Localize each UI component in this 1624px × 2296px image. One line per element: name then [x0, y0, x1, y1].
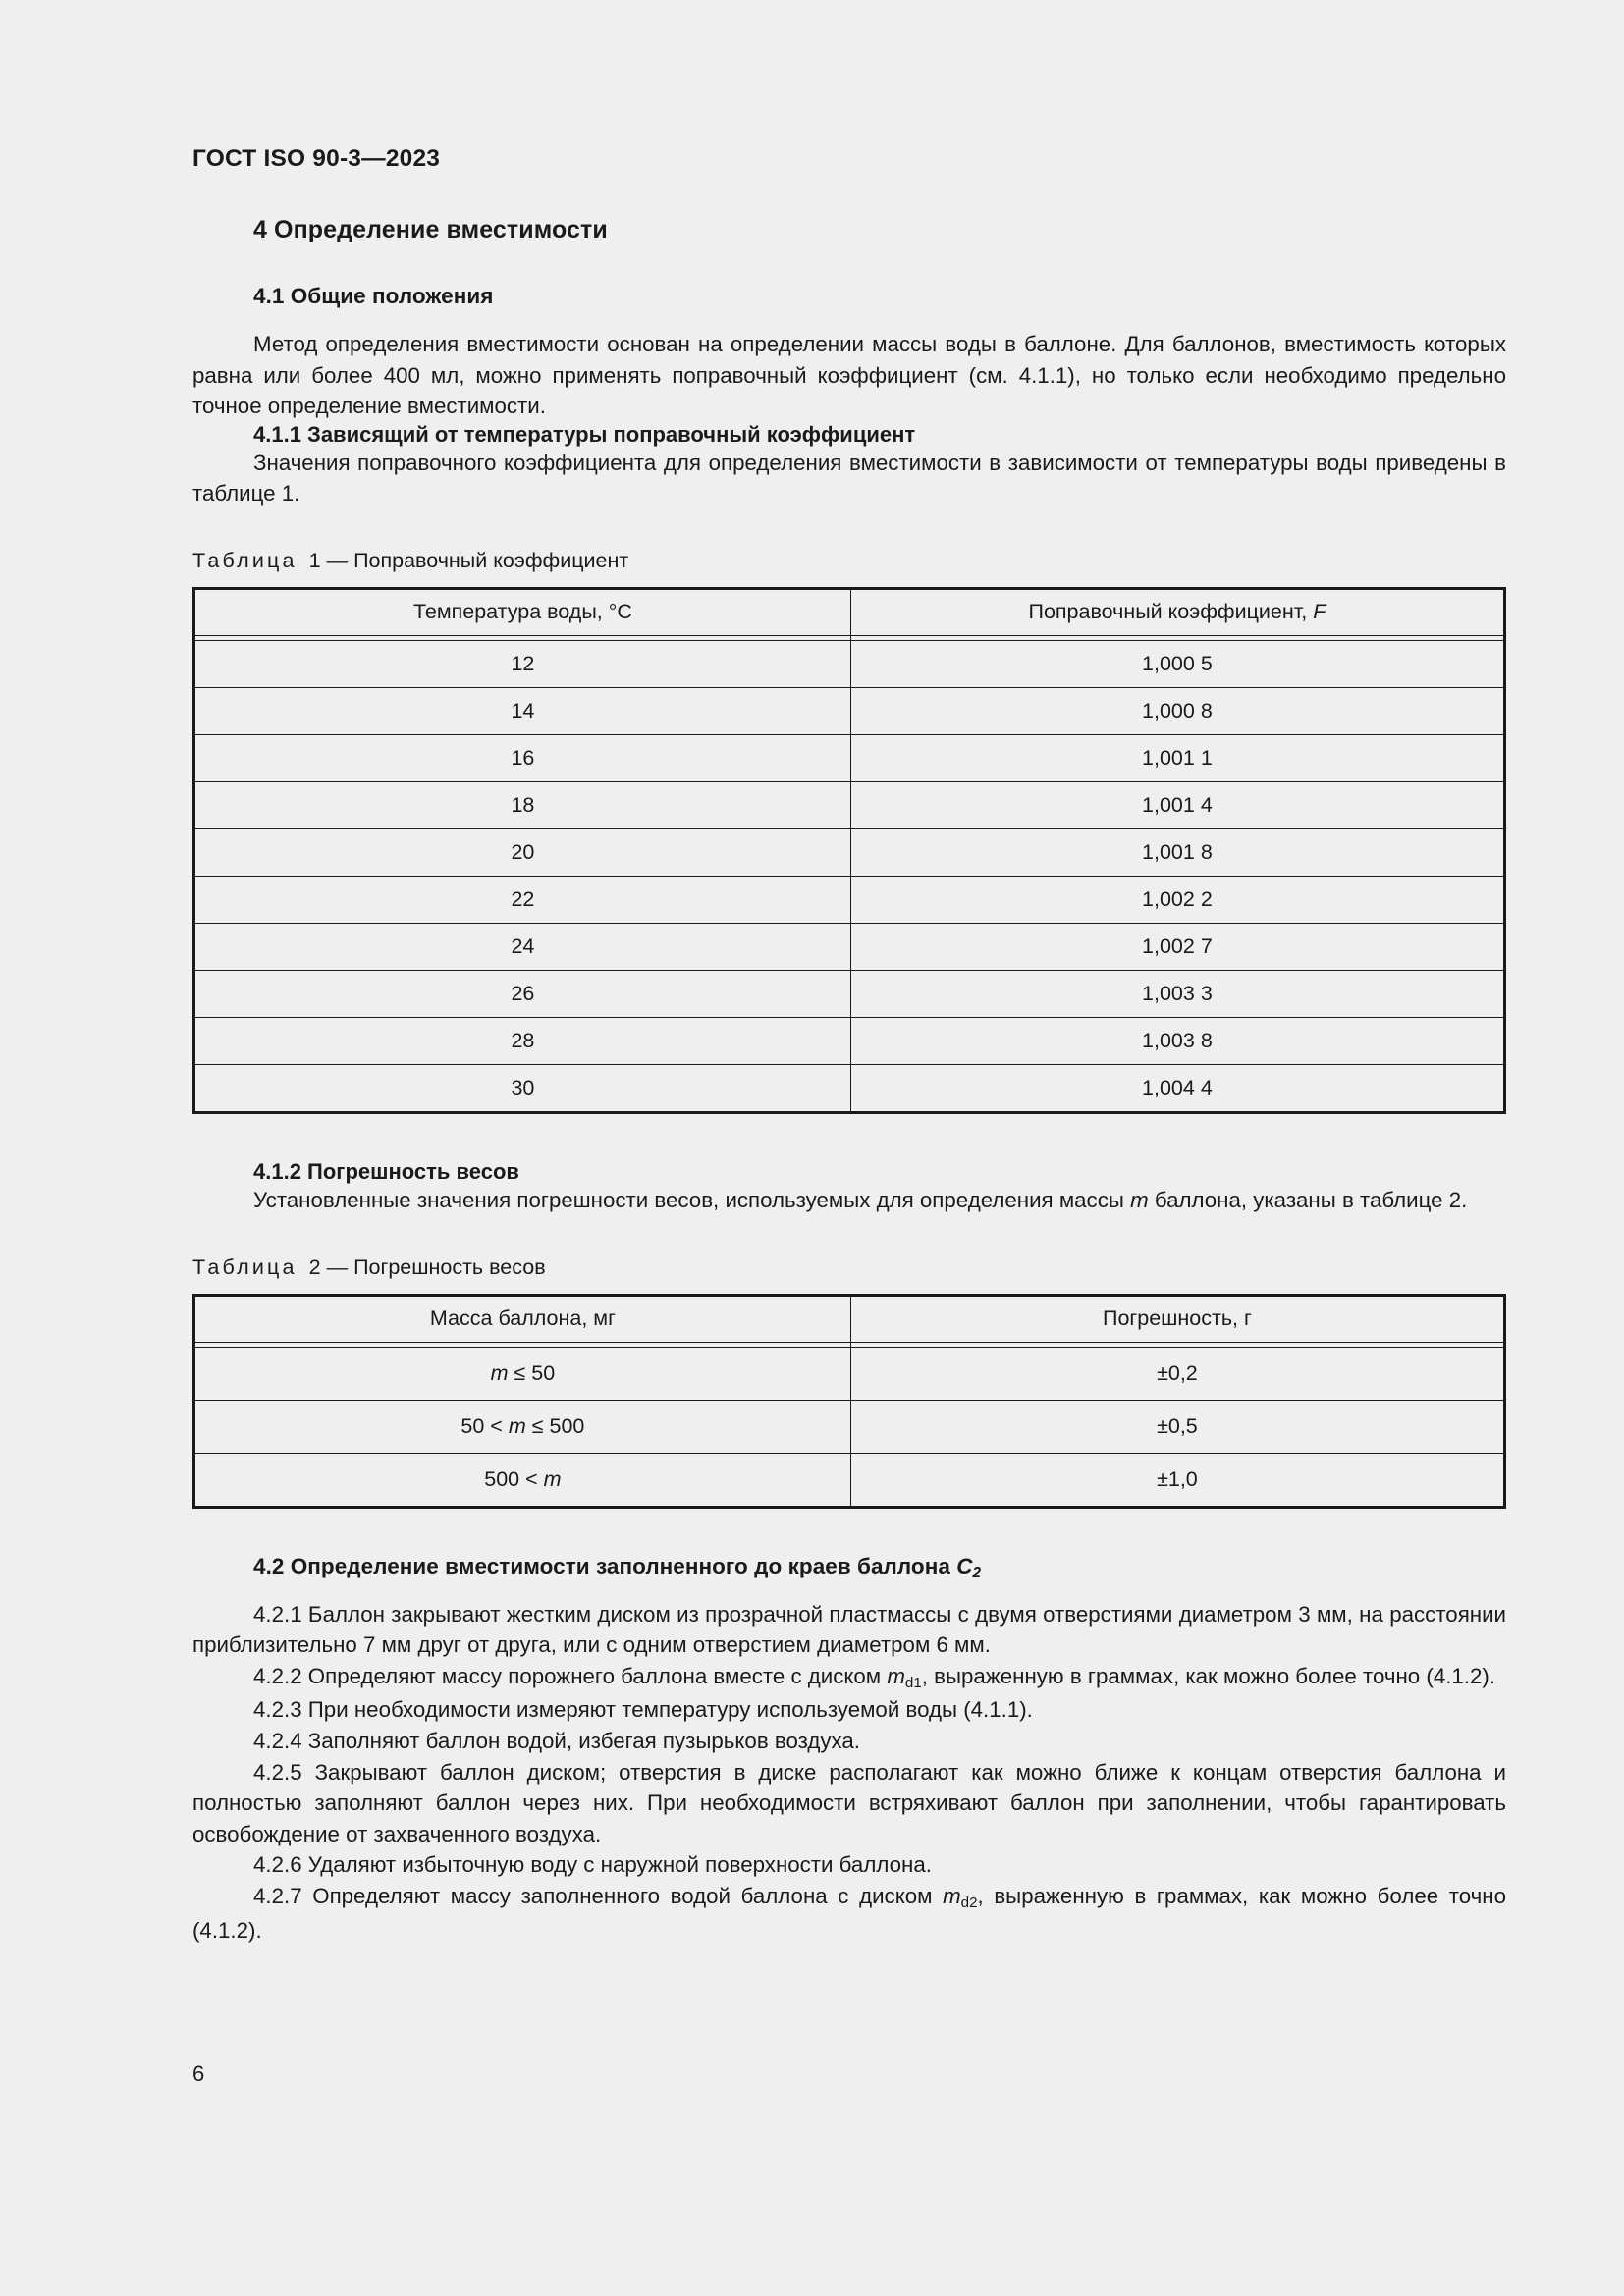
paragraph-4-2-1: 4.2.1 Баллон закрывают жестким диском из прозрачной пластмассы с двумя отверстиями диаметром 3 мм, на расстоянии приблизительно 7 мм друг от друга, или с одним отверстием диаметром 6 мм. — [192, 1601, 1506, 1658]
table-row — [194, 876, 1505, 923]
paragraph-4-1-1-body: Значения поправочного коэффициента для определения вместимости в зависимости от температуры воды приведены в таблице 1. — [192, 450, 1506, 507]
table-2-col-header-mass: Масса баллона, мг — [194, 1295, 851, 1342]
cell-factor: 1,001 8 — [850, 828, 1504, 876]
paragraph-4-2-5: 4.2.5 Закрывают баллон диском; отверстия в диске располагают как можно ближе к концам отверстия баллона и полностью заполняют баллон через них. При необходимости встряхивают баллон при заполнении, чтобы гарантировать освобождение от захваченного воздуха. — [192, 1759, 1506, 1846]
table-1-caption-dash: — — [326, 548, 349, 572]
cell-factor: 1,001 4 — [850, 781, 1504, 828]
variable-m: m — [508, 1414, 526, 1438]
variable-md1: $m_{d1}$ — [887, 1663, 922, 1692]
table-1-caption-title: Поправочный коэффициент — [353, 548, 629, 572]
cell-temperature: 12 — [194, 640, 851, 687]
table-row — [194, 1017, 1505, 1064]
paragraph-4-2-3: 4.2.3 При необходимости измеряют температуру используемой воды (4.1.1). — [253, 1697, 1033, 1723]
page-number: 6 — [192, 2061, 205, 2086]
table-2-caption-number: 2 — [308, 1255, 321, 1279]
table-1-header-row — [194, 588, 1505, 635]
table-row — [194, 970, 1505, 1017]
cell-factor: 1,003 3 — [850, 970, 1504, 1017]
cell-error: ±0,2 — [850, 1347, 1504, 1400]
cell-temperature: 16 — [194, 734, 851, 781]
table-2-header-row — [194, 1295, 1505, 1342]
section-heading-4-1-1: 4.1.1 Зависящий от температуры поправочный коэффициент — [253, 421, 916, 447]
table-1-col-header-factor: Поправочный коэффициент, F — [850, 588, 1504, 635]
table-balance-error — [192, 1294, 1506, 1509]
table-2-caption-dash: — — [326, 1255, 349, 1279]
variable-c2: $C_2$ — [956, 1553, 982, 1582]
table-2-caption — [192, 1255, 1506, 1280]
table-2-caption-title: Погрешность весов — [353, 1255, 546, 1279]
paragraph-4-1-2-body: Установленные значения погрешности весов, используемых для определения массы m баллона, указаны в таблице 2. — [253, 1187, 1468, 1212]
table-2-body — [194, 1347, 1505, 1507]
cell-mass-range: 50 < m ≤ 500 — [194, 1400, 851, 1453]
table-row — [194, 923, 1505, 970]
section-heading-4: 4 Определение вместимости — [253, 216, 608, 243]
paragraph-4-1-body: Метод определения вместимости основан на определении массы воды в баллоне. Для баллонов, вместимость которых равна или более 400 мл, можно применять поправочный коэффициент (см. 4.1.1), но только если необходимо предельно точное определение вместимости. — [192, 332, 1506, 419]
table-row — [194, 828, 1505, 876]
cell-factor: 1,000 8 — [850, 687, 1504, 734]
cell-factor: 1,001 1 — [850, 734, 1504, 781]
table-row — [194, 687, 1505, 734]
cell-temperature: 22 — [194, 876, 851, 923]
table-row — [194, 1064, 1505, 1112]
section-heading-4-1: 4.1 Общие положения — [253, 284, 494, 308]
table-row — [194, 1453, 1505, 1507]
table-1-caption-number: 1 — [308, 548, 321, 572]
paragraph-4-2-7: 4.2.7 Определяют массу заполненного водой баллона с диском $m_{d2}$, выраженную в граммах, как можно более точно (4.1.2). — [192, 1883, 1506, 1943]
table-1-caption-word: Таблица — [192, 548, 298, 572]
cell-temperature: 18 — [194, 781, 851, 828]
cell-temperature: 26 — [194, 970, 851, 1017]
cell-factor: 1,003 8 — [850, 1017, 1504, 1064]
cell-mass-range: m ≤ 50 — [194, 1347, 851, 1400]
cell-factor: 1,002 7 — [850, 923, 1504, 970]
table-1-col-header-temperature: Температура воды, °C — [194, 588, 851, 635]
table-2-col-header-error: Погрешность, г — [850, 1295, 1504, 1342]
cell-temperature: 30 — [194, 1064, 851, 1112]
variable-f: F — [1313, 600, 1326, 624]
variable-m: m — [490, 1361, 509, 1385]
cell-factor: 1,004 4 — [850, 1064, 1504, 1112]
document-content — [192, 216, 1506, 1946]
section-heading-4-2: 4.2 Определение вместимости заполненного до краев баллона $C_2$ — [253, 1553, 982, 1582]
table-row — [194, 734, 1505, 781]
paragraph-4-2-2: 4.2.2 Определяют массу порожнего баллона вместе с диском $m_{d1}$, выраженную в граммах, как можно более точно (4.1.2). — [253, 1663, 1496, 1692]
cell-temperature: 14 — [194, 687, 851, 734]
section-heading-4-1-2: 4.1.2 Погрешность весов — [253, 1158, 519, 1184]
cell-error: ±0,5 — [850, 1400, 1504, 1453]
paragraph-4-2-4: 4.2.4 Заполняют баллон водой, избегая пузырьков воздуха. — [253, 1728, 860, 1753]
variable-m: m — [543, 1467, 562, 1491]
variable-md2: $m_{d2}$ — [943, 1883, 978, 1912]
table-1-body — [194, 640, 1505, 1112]
table-row — [194, 640, 1505, 687]
document-running-header: ГОСТ ISO 90-3—2023 — [192, 145, 441, 172]
cell-temperature: 20 — [194, 828, 851, 876]
variable-m: m — [1130, 1187, 1149, 1212]
cell-error: ±1,0 — [850, 1453, 1504, 1507]
cell-mass-range: 500 < m — [194, 1453, 851, 1507]
table-1-caption — [192, 549, 1506, 573]
cell-factor: 1,002 2 — [850, 876, 1504, 923]
table-row — [194, 781, 1505, 828]
paragraph-4-2-6: 4.2.6 Удаляют избыточную воду с наружной поверхности баллона. — [253, 1852, 932, 1878]
table-row — [194, 1400, 1505, 1453]
cell-factor: 1,000 5 — [850, 640, 1504, 687]
table-2-caption-word: Таблица — [192, 1255, 298, 1279]
cell-temperature: 24 — [194, 923, 851, 970]
cell-temperature: 28 — [194, 1017, 851, 1064]
table-correction-factor — [192, 587, 1506, 1114]
table-row — [194, 1347, 1505, 1400]
